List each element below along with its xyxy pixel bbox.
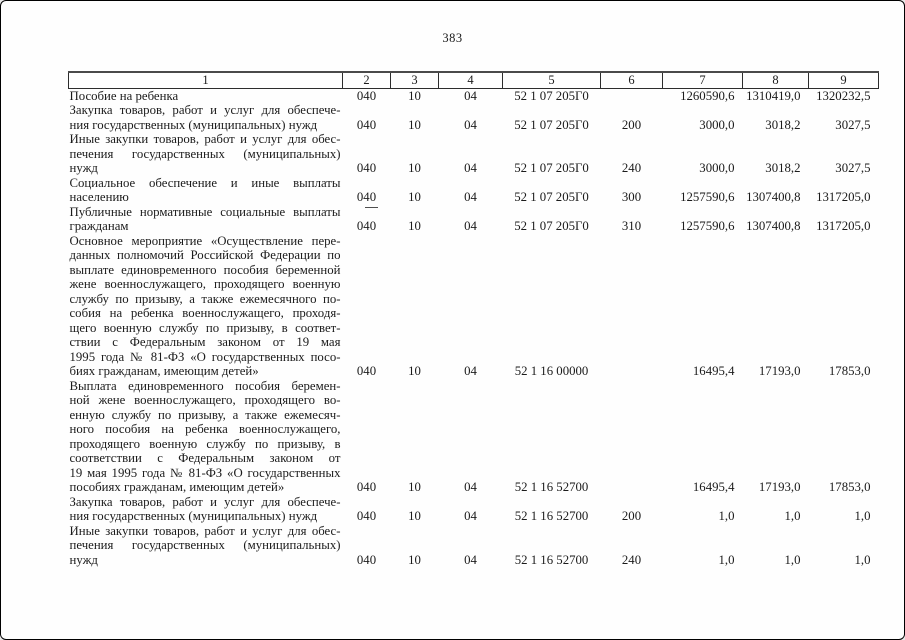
- scan-dash-artifact: [365, 207, 378, 208]
- row-label: [69, 103, 343, 132]
- row-label-line: Иные закупки товаров, работ и услуг для обес-: [69, 523, 341, 538]
- row-value-col4: 04: [464, 161, 477, 175]
- row-value-col4: 04: [464, 480, 477, 494]
- row-label-line: пособиях гражданам, имеющим детей»: [69, 480, 285, 494]
- row-value-col8: 17193,0: [758, 364, 801, 378]
- row-label: [69, 495, 343, 524]
- row-value-col6: [601, 88, 663, 103]
- row-label-line: жене военнослужащего, проходящего военную: [69, 277, 341, 291]
- row-value-col3: 10: [408, 219, 421, 233]
- row-value-col7: 1,0: [718, 509, 735, 523]
- table-row: [69, 132, 879, 176]
- row-value-col3: 10: [408, 88, 421, 103]
- row-value-col5: 52 1 07 205Г0: [514, 117, 589, 132]
- row-value-col8: 1307400,8: [746, 190, 801, 204]
- row-label-line: населению: [69, 190, 129, 204]
- page-number: 383: [442, 31, 463, 45]
- row-value-col4: 04: [464, 190, 477, 204]
- row-value-col6: 240: [621, 161, 642, 175]
- row-value-col3: 10: [408, 161, 421, 175]
- row-label-line: биях гражданам, имеющим детей»: [69, 364, 259, 378]
- row-label-line: выплате единовременного пособия беременной: [69, 262, 341, 277]
- row-value-col2: 040: [356, 88, 377, 103]
- row-value-col2: 040: [356, 219, 377, 233]
- row-value-col5: 52 1 07 205Г0: [514, 161, 589, 175]
- row-value-col8: 17193,0: [758, 480, 801, 494]
- row-label-line: данных полномочий Российской Федерации по: [69, 248, 341, 262]
- row-label-line: енную службу по призыву, а также ежемесяч-: [69, 407, 341, 422]
- row-label-line: службу по призыву, а также ежемесячного по-: [69, 291, 341, 306]
- row-value-col7: 1,0: [718, 552, 735, 567]
- row-value-col3: 10: [408, 552, 421, 567]
- row-label-line: Закупка товаров, работ и услуг для обеспече-: [69, 494, 341, 509]
- table-row: [69, 379, 879, 495]
- row-value-col5: 52 1 07 205Г0: [514, 219, 589, 233]
- row-value-col9: 17853,0: [828, 480, 871, 494]
- row-label-line: проходящего военную службу по призыву, в: [69, 436, 341, 451]
- table-row: [69, 103, 879, 132]
- row-value-col5: 52 1 07 205Г0: [514, 88, 589, 103]
- row-label-line: ния государственных (муниципальных) нужд: [69, 509, 318, 523]
- row-label-line: соответствии с Федеральным законом от: [69, 451, 341, 465]
- row-label-line: Выплата единовременного пособия беремен-: [69, 378, 341, 393]
- row-value-col2: 040: [356, 552, 377, 567]
- row-label-line: Основное мероприятие «Осуществление пере-: [69, 233, 341, 248]
- row-label: [69, 234, 343, 379]
- header-cell: 6: [601, 72, 663, 88]
- row-value-col7: 3000,0: [699, 161, 735, 175]
- row-value-col7: 16495,4: [692, 480, 735, 494]
- row-value-col8: 3018,2: [765, 161, 801, 175]
- row-value-col4: 04: [464, 509, 477, 523]
- row-value-col6: [601, 234, 663, 379]
- row-value-col8: 3018,2: [765, 117, 801, 132]
- row-value-col5: 52 1 07 205Г0: [514, 190, 589, 204]
- row-label-line: Социальное обеспечение и иные выплаты: [69, 175, 341, 190]
- row-value-col9: 3027,5: [835, 161, 871, 175]
- header-cell: 4: [439, 72, 503, 88]
- row-value-col8: 1310419,0: [746, 88, 801, 103]
- row-value-col4: 04: [464, 552, 477, 567]
- row-label-line: Публичные нормативные социальные выплаты: [69, 204, 341, 219]
- row-value-col6: 200: [621, 509, 642, 523]
- row-value-col8: 1307400,8: [746, 219, 801, 233]
- row-label: [69, 524, 343, 568]
- row-value-col7: 1257590,6: [680, 219, 735, 233]
- header-cell: 9: [809, 72, 879, 88]
- row-label: [69, 205, 343, 234]
- row-value-col3: 10: [408, 480, 421, 494]
- row-value-col2: 040: [356, 509, 377, 523]
- header-cell: 1: [69, 72, 343, 88]
- budget-table-wrap: [68, 71, 878, 567]
- row-value-col6: 310: [621, 219, 642, 233]
- row-value-col9: 1317205,0: [816, 190, 871, 204]
- row-label-line: нужд: [69, 552, 98, 567]
- row-value-col9: 1,0: [854, 509, 871, 523]
- row-value-col5: 52 1 16 00000: [514, 364, 589, 378]
- row-value-col8: 1,0: [784, 552, 801, 567]
- row-value-col5: 52 1 16 52700: [514, 552, 589, 567]
- budget-table: [68, 71, 879, 567]
- row-label-line: ной жене военнослужащего, проходящего во-: [69, 393, 341, 407]
- table-row: [69, 495, 879, 524]
- table-row: [69, 88, 879, 103]
- row-value-col2: 040: [356, 364, 377, 378]
- row-value-col7: 1257590,6: [680, 190, 735, 204]
- row-value-col2: 040: [356, 117, 377, 132]
- row-value-col9: 17853,0: [828, 364, 871, 378]
- header-cell: 5: [503, 72, 601, 88]
- row-value-col9: 3027,5: [835, 117, 871, 132]
- row-label: [69, 132, 343, 176]
- row-value-col9: 1320232,5: [816, 88, 871, 103]
- row-value-col5: 52 1 16 52700: [514, 480, 589, 494]
- row-value-col7: 1260590,6: [680, 88, 735, 103]
- row-value-col2: 040: [356, 480, 377, 494]
- row-label-line: Иные закупки товаров, работ и услуг для обес-: [69, 132, 341, 146]
- row-value-col9: 1,0: [854, 552, 871, 567]
- row-value-col2: 040: [356, 161, 377, 175]
- row-value-col2: 040: [356, 190, 377, 204]
- row-label-line: Пособие на ребенка: [69, 88, 179, 103]
- table-header-row: [69, 72, 879, 88]
- row-label-line: печения государственных (муниципальных): [69, 146, 341, 161]
- row-label: [69, 88, 343, 103]
- row-value-col3: 10: [408, 509, 421, 523]
- row-value-col8: 1,0: [784, 509, 801, 523]
- row-value-col6: 200: [621, 117, 642, 132]
- row-label: [69, 176, 343, 205]
- header-cell: 2: [343, 72, 391, 88]
- row-label-line: 1995 года № 81-ФЗ «О государственных посо-: [69, 349, 341, 364]
- row-label-line: печения государственных (муниципальных): [69, 538, 341, 552]
- row-label-line: собия на ребенка военнослужащего, проходя-: [69, 306, 341, 320]
- row-value-col9: 1317205,0: [816, 219, 871, 233]
- row-value-col4: 04: [464, 117, 477, 132]
- row-value-col4: 04: [464, 219, 477, 233]
- row-value-col3: 10: [408, 190, 421, 204]
- row-value-col7: 3000,0: [699, 117, 735, 132]
- row-value-col6: 240: [621, 552, 642, 567]
- row-value-col3: 10: [408, 364, 421, 378]
- row-value-col6: [601, 379, 663, 495]
- row-label-line: нужд: [69, 161, 98, 175]
- table-body: [69, 88, 879, 567]
- row-label-line: щего военную службу по призыву, в соответ-: [69, 320, 341, 335]
- row-value-col5: 52 1 16 52700: [514, 509, 589, 523]
- row-label: [69, 379, 343, 495]
- table-row: [69, 234, 879, 379]
- row-value-col4: 04: [464, 364, 477, 378]
- row-label-line: Закупка товаров, работ и услуг для обеспече-: [69, 103, 341, 117]
- row-label-line: 19 мая 1995 года № 81-ФЗ «О государственных: [69, 465, 341, 480]
- row-label-line: ного пособия на ребенка военнослужащего,: [69, 422, 341, 436]
- header-cell: 7: [663, 72, 743, 88]
- row-value-col4: 04: [464, 88, 477, 103]
- header-cell: 3: [391, 72, 439, 88]
- header-cell: 8: [743, 72, 809, 88]
- row-label-line: гражданам: [69, 219, 129, 233]
- row-value-col6: 300: [621, 190, 642, 204]
- row-value-col7: 16495,4: [692, 364, 735, 378]
- table-row: [69, 524, 879, 568]
- row-label-line: ния государственных (муниципальных) нужд: [69, 117, 318, 132]
- table-row: [69, 176, 879, 205]
- table-row: [69, 205, 879, 234]
- row-value-col3: 10: [408, 117, 421, 132]
- row-label-line: ствии с Федеральным законом от 19 мая: [69, 335, 341, 349]
